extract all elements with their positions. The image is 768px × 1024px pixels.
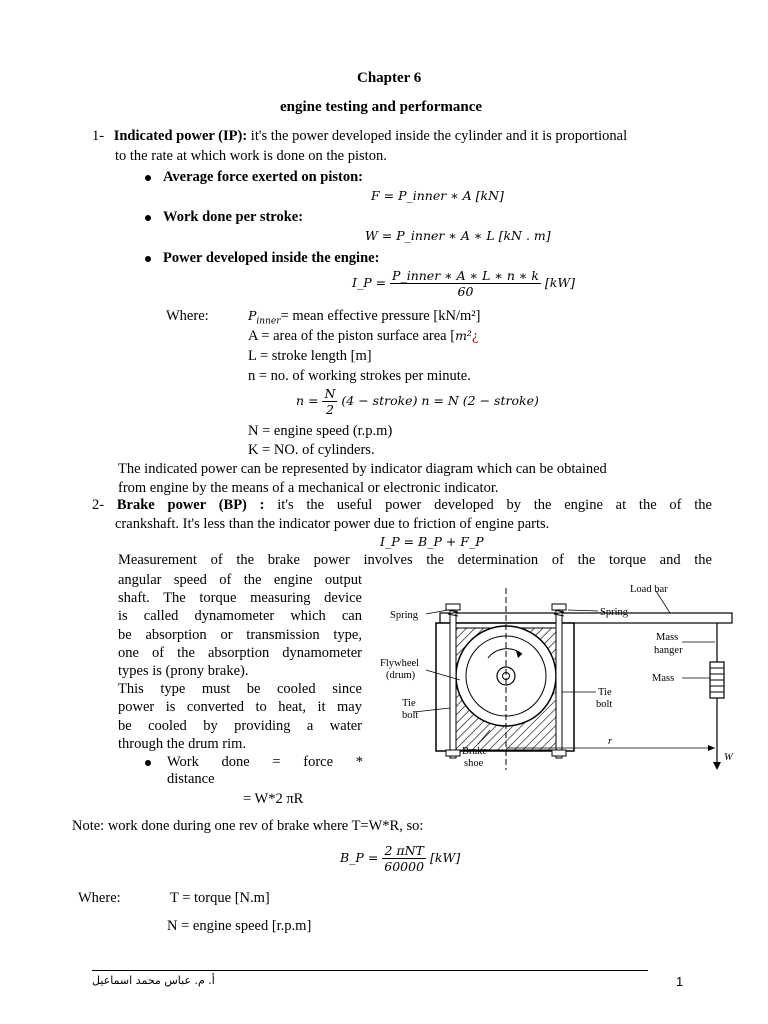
bp-line: This type must be cooled since — [118, 681, 362, 698]
equation-n-fraction: $\frac{N}{2}$ — [324, 386, 336, 417]
bullet-work-done: Work done per stroke: — [145, 209, 303, 226]
bp-line: angular speed of the engine output — [118, 572, 362, 588]
bullet-power-developed: Power developed inside the engine: — [145, 250, 379, 267]
section2-number: 2- — [92, 497, 105, 513]
label-flywheel-1: Flywheel — [380, 658, 420, 669]
prony-brake-diagram — [370, 580, 740, 780]
equation-ip-bp-fp: I_P = B_P + F_P — [380, 534, 484, 549]
equation-force: F = P_inner ∗ A [kN] — [371, 188, 504, 203]
equation-work: W = P_inner ∗ A ∗ L [kN . m] — [365, 228, 551, 243]
equation-bp: B_P = $\frac{\text{2 πNT}}{60000}$ [kW] — [340, 843, 461, 874]
bp-line: be cooled by providing a water — [118, 717, 362, 734]
tie-bolt-left — [450, 608, 456, 758]
section2-text-line2: crankshaft. It's less than the indicator power due to friction of engine parts. — [115, 516, 550, 532]
bp-line: through the drum rim. — [118, 735, 247, 752]
where-stroke-length: L = stroke length [m] — [248, 348, 372, 364]
label-brake-shoe-2: shoe — [464, 758, 484, 769]
label-tie-bolt-right-1: Tie — [598, 687, 612, 698]
label-spring-left: Spring — [390, 610, 419, 621]
section1-text-line1: it's the power developed inside the cylinder and it is proportional — [250, 128, 628, 144]
bp-line: power is converted to heat, it may — [118, 699, 362, 716]
bp-line: shaft. The torque measuring device — [118, 590, 362, 607]
bullet-icon — [145, 760, 151, 766]
bp-line: be absorption or transmission type, — [118, 626, 362, 643]
bp-line: one of the absorption dynamometer — [118, 644, 362, 661]
label-load-bar: Load bar — [630, 584, 668, 595]
label-tie-bolt-left-1: Tie — [402, 698, 416, 709]
footer-divider — [92, 970, 648, 971]
where-cylinders: K = NO. of cylinders. — [248, 442, 375, 458]
load-bar — [440, 613, 732, 623]
equation-ip: I_P = $\frac{\text{P\_inner ∗ A ∗ L ∗ n ∗ k}}{60}$ [kW] — [352, 268, 576, 299]
bp-line: is called dynamometer which can — [118, 608, 362, 625]
section1-number: 1- — [92, 128, 105, 144]
label-brake-shoe-1: Brake — [462, 746, 488, 757]
section2-text-line1: it's the useful power developed by the engine at the of the — [277, 497, 712, 513]
where-p-inner: $P_{inner}=$ mean effective pressure [kN/m²] — [248, 308, 481, 327]
label-mass: Mass — [652, 673, 675, 684]
section1-heading: Indicated power (IP): — [113, 128, 248, 144]
equation-ip-fraction: $\frac{\text{P\_inner ∗ A ∗ L ∗ n ∗ k}}{60}$ — [392, 268, 539, 299]
where-label-2: Where: — [78, 890, 121, 906]
label-tie-bolt-right-2: bolt — [596, 699, 613, 710]
page-number: 1 — [676, 974, 684, 989]
label-mass-hanger-2: hanger — [654, 645, 683, 656]
ip-paragraph-line2: from engine by the means of a mechanical or electronic indicator. — [118, 480, 499, 496]
label-w: W — [724, 752, 733, 763]
footer-signature: أ. م. عباس محمد اسماعيل — [92, 974, 215, 987]
label-r: r — [608, 736, 613, 747]
section2-heading-line — [92, 497, 712, 514]
page-title: engine testing and performance — [280, 99, 483, 115]
label-flywheel-2: (drum) — [386, 670, 416, 681]
bp-paragraph-line1: Measurement of the brake power involves the determination of the torque and the — [118, 552, 712, 568]
note-line: Note: work done during one rev of brake where T=W*R, so: — [72, 818, 424, 834]
bullet-icon — [145, 256, 151, 262]
tie-bolt-right — [556, 608, 562, 758]
bullet-icon — [145, 175, 151, 181]
bullet-average-force: Average force exerted on piston: — [145, 169, 363, 186]
bullet-work-force: Work done = force * distance — [145, 754, 363, 788]
where-working-strokes: n = no. of working strokes per minute. — [248, 368, 471, 384]
where-label: Where: — [166, 308, 209, 324]
chapter-title: Chapter 6 — [357, 70, 422, 86]
equation-bp-fraction: $\frac{\text{2 πNT}}{60000}$ — [384, 843, 425, 874]
equation-work-2piR: = W*2 πR — [243, 791, 304, 807]
label-tie-bolt-left-2: bolt — [402, 710, 419, 721]
where-engine-speed: N = engine speed (r.p.m) — [248, 423, 393, 439]
where-torque: T = torque [N.m] — [170, 890, 270, 906]
ip-paragraph-line1: The indicated power can be represented by indicator diagram which can be obtained — [118, 461, 607, 477]
equation-n: n = $\frac{N}{2}$ (4 − stroke) n = N (2 − stroke) — [296, 386, 539, 417]
weight-arrow-icon — [713, 762, 721, 770]
where-engine-speed-2: N = engine speed [r.p.m] — [167, 918, 312, 934]
label-spring-right: Spring — [600, 607, 629, 618]
bullet-icon — [145, 215, 151, 221]
section2-heading: Brake power (BP) : — [116, 497, 265, 513]
section1-text-line2: to the rate at which work is done on the piston. — [115, 148, 387, 164]
bp-line: types is (prony brake). — [118, 663, 249, 680]
where-area: A = area of the piston surface area [m²¿ — [248, 328, 479, 344]
section1-heading-line — [92, 128, 627, 145]
label-mass-hanger-1: Mass — [656, 632, 679, 643]
bp-paragraph-body — [118, 571, 362, 753]
